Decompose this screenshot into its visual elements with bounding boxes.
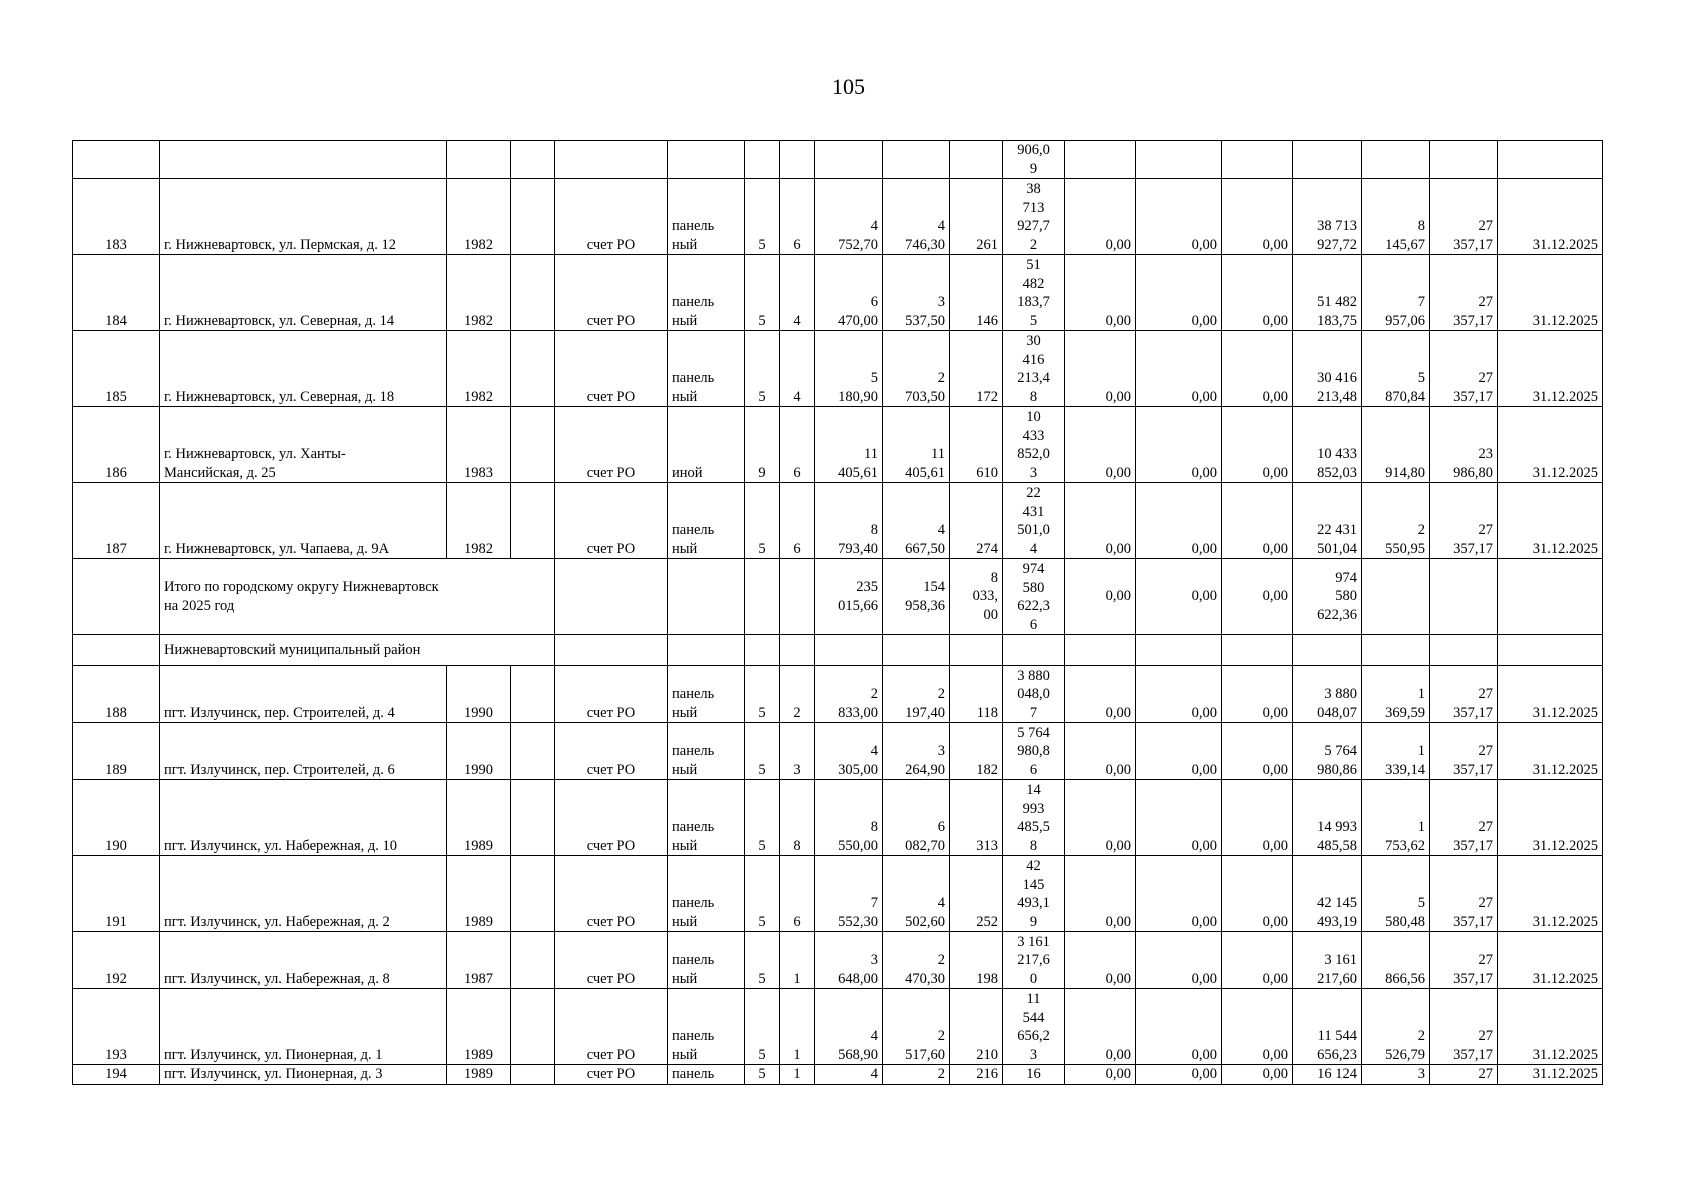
year-cell: 1983 — [447, 407, 511, 483]
year-cell: 1982 — [447, 255, 511, 331]
limit-cost-cell: 27 357,17 — [1430, 483, 1498, 559]
floors-cell: 5 — [745, 483, 780, 559]
year-cell: 1982 — [447, 331, 511, 407]
fund-amount-cell: 0,00 — [1065, 856, 1136, 932]
owners-funds-cell: 3 880 048,07 — [1293, 666, 1362, 723]
residents-cell: 118 — [950, 666, 1003, 723]
address-cell: г. Нижневартовск, ул. Ханты- Мансийская, д. 25 — [160, 407, 447, 483]
address-cell: пгт. Излучинск, ул. Набережная, д. 2 — [160, 856, 447, 932]
floors-cell: 5 — [745, 255, 780, 331]
limit-cost-cell: 23 986,80 — [1430, 407, 1498, 483]
deadline-cell: 31.12.2025 — [1498, 723, 1603, 780]
year-cell: 1987 — [447, 932, 511, 989]
fund-amount-cell: 0,00 — [1222, 407, 1293, 483]
residents-cell: 8 033, 00 — [950, 559, 1003, 635]
year-cell: 1990 — [447, 666, 511, 723]
row-number-cell: 189 — [73, 723, 160, 780]
fund-amount-cell: 0,00 — [1222, 483, 1293, 559]
residential-area-cell: 154 958,36 — [883, 559, 950, 635]
fund-amount-cell: 0,00 — [1065, 255, 1136, 331]
wall-material-cell: панель ный — [668, 780, 745, 856]
address-cell: г. Нижневартовск, ул. Чапаева, д. 9А — [160, 483, 447, 559]
empty-cell — [1430, 635, 1498, 666]
fund-method-cell: счет РО — [555, 1065, 668, 1085]
fund-amount-cell: 0,00 — [1136, 331, 1222, 407]
row-number-cell: 188 — [73, 666, 160, 723]
unit-cost-cell: 5 870,84 — [1362, 331, 1430, 407]
limit-cost-cell: 27 357,17 — [1430, 780, 1498, 856]
address-cell: пгт. Излучинск, пер. Строителей, д. 4 — [160, 666, 447, 723]
floors-cell: 5 — [745, 932, 780, 989]
total-cost-cell: 10 433 852,0 3 — [1003, 407, 1065, 483]
year-cell: 1990 — [447, 723, 511, 780]
empty-cell — [555, 559, 668, 635]
wall-material-cell: иной — [668, 407, 745, 483]
entrances-cell: 6 — [780, 856, 815, 932]
row-number-cell: 190 — [73, 780, 160, 856]
owners-funds-cell: 51 482 183,75 — [1293, 255, 1362, 331]
residential-area-cell: 6 082,70 — [883, 780, 950, 856]
wall-material-cell: панель ный — [668, 856, 745, 932]
fund-amount-cell: 0,00 — [1136, 932, 1222, 989]
fund-amount-cell: 0,00 — [1065, 1065, 1136, 1085]
empty-cell — [1362, 635, 1430, 666]
section-title-cell: Нижневартовский муниципальный район — [160, 635, 555, 666]
total-area-cell: 6 470,00 — [815, 255, 883, 331]
total-area-cell: 11 405,61 — [815, 407, 883, 483]
residential-area-cell: 4 667,50 — [883, 483, 950, 559]
owners-funds-cell: 30 416 213,48 — [1293, 331, 1362, 407]
unit-cost-cell: 7 957,06 — [1362, 255, 1430, 331]
empty-cell — [1222, 635, 1293, 666]
empty-cell — [1065, 635, 1136, 666]
residents-cell: 274 — [950, 483, 1003, 559]
owners-funds-cell: 38 713 927,72 — [1293, 179, 1362, 255]
residential-area-cell: 3 537,50 — [883, 255, 950, 331]
limit-cost-cell: 27 357,17 — [1430, 856, 1498, 932]
unit-cost-cell: 866,56 — [1362, 932, 1430, 989]
fund-method-cell: счет РО — [555, 483, 668, 559]
address-cell: пгт. Излучинск, пер. Строителей, д. 6 — [160, 723, 447, 780]
fund-method-cell: счет РО — [555, 331, 668, 407]
fund-amount-cell: 0,00 — [1136, 255, 1222, 331]
total-cost-cell: 906,0 9 — [1003, 141, 1065, 179]
total-area-cell: 2 833,00 — [815, 666, 883, 723]
year-cell: 1989 — [447, 780, 511, 856]
entrances-cell: 4 — [780, 331, 815, 407]
unit-cost-cell: 8 145,67 — [1362, 179, 1430, 255]
entrances-cell: 6 — [780, 407, 815, 483]
empty-cell — [1498, 559, 1603, 635]
fund-amount-cell: 0,00 — [1065, 179, 1136, 255]
total-cost-cell: 3 880 048,0 7 — [1003, 666, 1065, 723]
fund-method-cell: счет РО — [555, 666, 668, 723]
fund-amount-cell: 0,00 — [1136, 856, 1222, 932]
fund-method-cell: счет РО — [555, 780, 668, 856]
empty-cell — [511, 666, 555, 723]
unit-cost-cell: 1 753,62 — [1362, 780, 1430, 856]
total-cost-cell: 5 764 980,8 6 — [1003, 723, 1065, 780]
floors-cell: 5 — [745, 666, 780, 723]
floors-cell: 5 — [745, 331, 780, 407]
entrances-cell: 2 — [780, 666, 815, 723]
empty-cell — [73, 559, 160, 635]
residential-area-cell: 3 264,90 — [883, 723, 950, 780]
table-row — [73, 989, 1603, 1065]
total-area-cell: 7 552,30 — [815, 856, 883, 932]
residents-cell: 198 — [950, 932, 1003, 989]
table-row — [73, 407, 1603, 483]
floors-cell: 5 — [745, 1065, 780, 1085]
empty-cell — [950, 635, 1003, 666]
limit-cost-cell: 27 357,17 — [1430, 989, 1498, 1065]
fund-amount-cell: 0,00 — [1136, 1065, 1222, 1085]
fund-amount-cell: 0,00 — [1065, 780, 1136, 856]
address-cell: пгт. Излучинск, ул. Пионерная, д. 1 — [160, 989, 447, 1065]
empty-cell — [780, 635, 815, 666]
floors-cell: 5 — [745, 856, 780, 932]
unit-cost-cell: 3 — [1362, 1065, 1430, 1085]
empty-cell — [1136, 635, 1222, 666]
fund-method-cell: счет РО — [555, 179, 668, 255]
total-cost-cell: 16 — [1003, 1065, 1065, 1085]
owners-funds-cell: 10 433 852,03 — [1293, 407, 1362, 483]
wall-material-cell: панель ный — [668, 932, 745, 989]
table-row — [73, 179, 1603, 255]
floors-cell: 5 — [745, 989, 780, 1065]
total-cost-cell: 11 544 656,2 3 — [1003, 989, 1065, 1065]
total-area-cell: 4 752,70 — [815, 179, 883, 255]
limit-cost-cell: 27 357,17 — [1430, 331, 1498, 407]
owners-funds-cell: 42 145 493,19 — [1293, 856, 1362, 932]
deadline-cell: 31.12.2025 — [1498, 407, 1603, 483]
total-cost-cell: 974 580 622,3 6 — [1003, 559, 1065, 635]
deadline-cell: 31.12.2025 — [1498, 1065, 1603, 1085]
row-number-cell: 186 — [73, 407, 160, 483]
fund-amount-cell: 0,00 — [1136, 723, 1222, 780]
entrances-cell: 1 — [780, 1065, 815, 1085]
table-row — [73, 780, 1603, 856]
residential-area-cell: 2 — [883, 1065, 950, 1085]
fund-amount-cell: 0,00 — [1065, 723, 1136, 780]
total-cost-cell: 14 993 485,5 8 — [1003, 780, 1065, 856]
owners-funds-cell: 5 764 980,86 — [1293, 723, 1362, 780]
empty-cell — [511, 331, 555, 407]
deadline-cell: 31.12.2025 — [1498, 932, 1603, 989]
limit-cost-cell: 27 357,17 — [1430, 179, 1498, 255]
owners-funds-cell: 974 580 622,36 — [1293, 559, 1362, 635]
residential-area-cell: 2 517,60 — [883, 989, 950, 1065]
fund-amount-cell: 0,00 — [1065, 932, 1136, 989]
table-row — [73, 255, 1603, 331]
entrances-cell: 6 — [780, 483, 815, 559]
fund-amount-cell: 0,00 — [1222, 666, 1293, 723]
total-area-cell: 4 — [815, 1065, 883, 1085]
unit-cost-cell: 5 580,48 — [1362, 856, 1430, 932]
row-number-cell: 185 — [73, 331, 160, 407]
owners-funds-cell: 22 431 501,04 — [1293, 483, 1362, 559]
owners-funds-cell: 16 124 — [1293, 1065, 1362, 1085]
fund-amount-cell: 0,00 — [1136, 407, 1222, 483]
empty-cell — [511, 932, 555, 989]
unit-cost-cell: 1 369,59 — [1362, 666, 1430, 723]
wall-material-cell: панель ный — [668, 255, 745, 331]
empty-cell — [668, 635, 745, 666]
fund-amount-cell: 0,00 — [1222, 559, 1293, 635]
unit-cost-cell: 2 526,79 — [1362, 989, 1430, 1065]
residents-cell: 610 — [950, 407, 1003, 483]
residents-cell: 210 — [950, 989, 1003, 1065]
residential-area-cell: 2 703,50 — [883, 331, 950, 407]
fund-amount-cell: 0,00 — [1222, 255, 1293, 331]
fund-amount-cell: 0,00 — [1065, 407, 1136, 483]
wall-material-cell: панель ный — [668, 179, 745, 255]
total-area-cell: 4 305,00 — [815, 723, 883, 780]
deadline-cell: 31.12.2025 — [1498, 179, 1603, 255]
table-row — [73, 1065, 1603, 1085]
entrances-cell: 3 — [780, 723, 815, 780]
entrances-cell: 1 — [780, 989, 815, 1065]
empty-cell — [555, 635, 668, 666]
row-number-cell: 194 — [73, 1065, 160, 1085]
entrances-cell: 6 — [780, 179, 815, 255]
empty-cell — [511, 1065, 555, 1085]
total-cost-cell: 38 713 927,7 2 — [1003, 179, 1065, 255]
table-row — [73, 856, 1603, 932]
fund-method-cell: счет РО — [555, 407, 668, 483]
residential-area-cell: 4 502,60 — [883, 856, 950, 932]
empty-cell — [511, 856, 555, 932]
empty-cell — [1293, 635, 1362, 666]
fund-method-cell: счет РО — [555, 856, 668, 932]
section-header-row — [73, 635, 1603, 666]
fund-amount-cell: 0,00 — [1136, 483, 1222, 559]
address-cell: г. Нижневартовск, ул. Пермская, д. 12 — [160, 179, 447, 255]
table-row — [73, 932, 1603, 989]
deadline-cell: 31.12.2025 — [1498, 856, 1603, 932]
row-number-cell: 192 — [73, 932, 160, 989]
total-cost-cell: 42 145 493,1 9 — [1003, 856, 1065, 932]
residents-cell: 313 — [950, 780, 1003, 856]
row-number-cell: 184 — [73, 255, 160, 331]
empty-cell — [1003, 635, 1065, 666]
fund-amount-cell: 0,00 — [1222, 780, 1293, 856]
table-row — [73, 331, 1603, 407]
unit-cost-cell: 914,80 — [1362, 407, 1430, 483]
residents-cell: 261 — [950, 179, 1003, 255]
owners-funds-cell: 14 993 485,58 — [1293, 780, 1362, 856]
residential-area-cell: 2 470,30 — [883, 932, 950, 989]
empty-cell — [73, 635, 160, 666]
empty-cell — [511, 483, 555, 559]
fund-amount-cell: 0,00 — [1136, 780, 1222, 856]
fund-amount-cell: 0,00 — [1065, 483, 1136, 559]
residents-cell: 172 — [950, 331, 1003, 407]
fund-amount-cell: 0,00 — [1065, 666, 1136, 723]
empty-cell — [511, 780, 555, 856]
year-cell: 1982 — [447, 483, 511, 559]
address-cell: г. Нижневартовск, ул. Северная, д. 14 — [160, 255, 447, 331]
fund-method-cell: счет РО — [555, 723, 668, 780]
total-area-cell: 8 793,40 — [815, 483, 883, 559]
year-cell: 1989 — [447, 856, 511, 932]
residential-area-cell: 2 197,40 — [883, 666, 950, 723]
wall-material-cell: панель ный — [668, 723, 745, 780]
entrances-cell: 1 — [780, 932, 815, 989]
unit-cost-cell: 1 339,14 — [1362, 723, 1430, 780]
fund-amount-cell: 0,00 — [1222, 856, 1293, 932]
fund-amount-cell: 0,00 — [1136, 666, 1222, 723]
total-cost-cell: 3 161 217,6 0 — [1003, 932, 1065, 989]
limit-cost-cell: 27 357,17 — [1430, 666, 1498, 723]
empty-cell — [1498, 635, 1603, 666]
empty-cell — [780, 559, 815, 635]
limit-cost-cell: 27 357,17 — [1430, 255, 1498, 331]
residential-area-cell: 11 405,61 — [883, 407, 950, 483]
table-row — [73, 666, 1603, 723]
empty-cell — [883, 635, 950, 666]
fund-amount-cell: 0,00 — [1065, 559, 1136, 635]
empty-cell — [745, 635, 780, 666]
total-area-cell: 4 568,90 — [815, 989, 883, 1065]
fund-amount-cell: 0,00 — [1222, 723, 1293, 780]
fund-amount-cell: 0,00 — [1222, 331, 1293, 407]
empty-cell — [511, 407, 555, 483]
floors-cell: 5 — [745, 723, 780, 780]
empty-cell — [511, 179, 555, 255]
total-cost-cell: 30 416 213,4 8 — [1003, 331, 1065, 407]
fund-method-cell: счет РО — [555, 932, 668, 989]
empty-cell — [1362, 559, 1430, 635]
deadline-cell: 31.12.2025 — [1498, 666, 1603, 723]
fund-amount-cell: 0,00 — [1222, 932, 1293, 989]
limit-cost-cell: 27 357,17 — [1430, 932, 1498, 989]
limit-cost-cell: 27 — [1430, 1065, 1498, 1085]
address-cell: пгт. Излучинск, ул. Набережная, д. 8 — [160, 932, 447, 989]
floors-cell: 9 — [745, 407, 780, 483]
table-row — [73, 483, 1603, 559]
table-row-continuation — [73, 141, 1603, 179]
total-area-cell: 8 550,00 — [815, 780, 883, 856]
entrances-cell: 8 — [780, 780, 815, 856]
deadline-cell: 31.12.2025 — [1498, 331, 1603, 407]
fund-amount-cell: 0,00 — [1136, 179, 1222, 255]
wall-material-cell: панель ный — [668, 483, 745, 559]
fund-amount-cell: 0,00 — [1136, 559, 1222, 635]
floors-cell: 5 — [745, 780, 780, 856]
row-number-cell: 187 — [73, 483, 160, 559]
limit-cost-cell: 27 357,17 — [1430, 723, 1498, 780]
empty-cell — [511, 989, 555, 1065]
year-cell: 1982 — [447, 179, 511, 255]
total-row — [73, 559, 1603, 635]
total-area-cell: 5 180,90 — [815, 331, 883, 407]
empty-cell — [815, 635, 883, 666]
row-number-cell: 191 — [73, 856, 160, 932]
fund-amount-cell: 0,00 — [1065, 331, 1136, 407]
fund-amount-cell: 0,00 — [1222, 179, 1293, 255]
wall-material-cell: панель — [668, 1065, 745, 1085]
capital-repair-table — [72, 140, 1603, 1085]
address-cell: пгт. Излучинск, ул. Набережная, д. 10 — [160, 780, 447, 856]
empty-cell — [1430, 559, 1498, 635]
total-label-cell: Итого по городскому округу Нижневартовск на 2025 год — [160, 559, 555, 635]
deadline-cell: 31.12.2025 — [1498, 255, 1603, 331]
row-number-cell: 193 — [73, 989, 160, 1065]
year-cell: 1989 — [447, 989, 511, 1065]
floors-cell: 5 — [745, 179, 780, 255]
fund-amount-cell: 0,00 — [1065, 989, 1136, 1065]
residential-area-cell: 4 746,30 — [883, 179, 950, 255]
residents-cell: 146 — [950, 255, 1003, 331]
wall-material-cell: панель ный — [668, 989, 745, 1065]
residents-cell: 182 — [950, 723, 1003, 780]
row-number-cell: 183 — [73, 179, 160, 255]
fund-method-cell: счет РО — [555, 989, 668, 1065]
owners-funds-cell: 3 161 217,60 — [1293, 932, 1362, 989]
deadline-cell: 31.12.2025 — [1498, 483, 1603, 559]
table-body — [73, 141, 1603, 1085]
page-number: 105 — [832, 74, 865, 99]
empty-cell — [668, 559, 745, 635]
deadline-cell: 31.12.2025 — [1498, 989, 1603, 1065]
residents-cell: 252 — [950, 856, 1003, 932]
unit-cost-cell: 2 550,95 — [1362, 483, 1430, 559]
year-cell: 1989 — [447, 1065, 511, 1085]
wall-material-cell: панель ный — [668, 666, 745, 723]
total-cost-cell: 22 431 501,0 4 — [1003, 483, 1065, 559]
fund-method-cell: счет РО — [555, 255, 668, 331]
total-cost-cell: 51 482 183,7 5 — [1003, 255, 1065, 331]
empty-cell — [745, 559, 780, 635]
residents-cell: 216 — [950, 1065, 1003, 1085]
address-cell: пгт. Излучинск, ул. Пионерная, д. 3 — [160, 1065, 447, 1085]
fund-amount-cell: 0,00 — [1222, 989, 1293, 1065]
address-cell: г. Нижневартовск, ул. Северная, д. 18 — [160, 331, 447, 407]
empty-cell — [511, 255, 555, 331]
fund-amount-cell: 0,00 — [1222, 1065, 1293, 1085]
total-area-cell: 235 015,66 — [815, 559, 883, 635]
fund-amount-cell: 0,00 — [1136, 989, 1222, 1065]
table-row — [73, 723, 1603, 780]
owners-funds-cell: 11 544 656,23 — [1293, 989, 1362, 1065]
empty-cell — [511, 723, 555, 780]
entrances-cell: 4 — [780, 255, 815, 331]
total-area-cell: 3 648,00 — [815, 932, 883, 989]
deadline-cell: 31.12.2025 — [1498, 780, 1603, 856]
wall-material-cell: панель ный — [668, 331, 745, 407]
